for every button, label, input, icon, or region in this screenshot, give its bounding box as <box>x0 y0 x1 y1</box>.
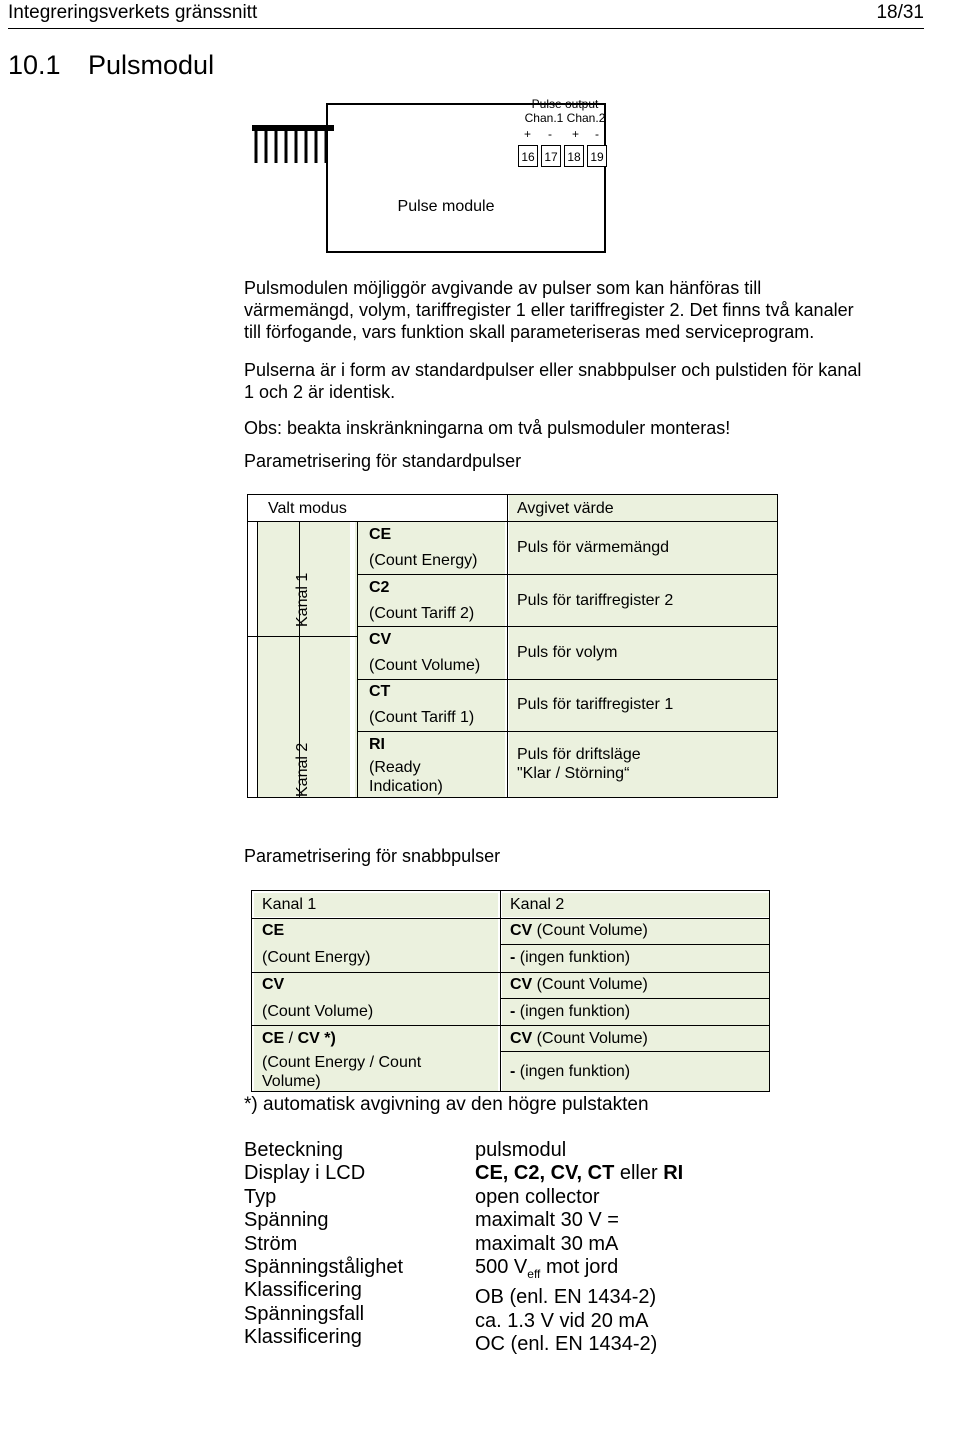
mode-desc: (Count Tariff 2) <box>369 605 475 622</box>
k1-desc: (Count Volume) <box>262 1003 374 1020</box>
terminal-16: 16 <box>518 145 538 167</box>
mode-desc: (Count Energy) <box>369 552 478 569</box>
mode-value: Puls för värmemängd <box>517 539 670 556</box>
mode-desc: (Ready <box>369 759 421 776</box>
polarity-plus-1: + <box>524 127 532 141</box>
section-heading <box>8 50 214 81</box>
mode-value: Puls för tariffregister 2 <box>517 592 674 609</box>
k2-value: - (ingen funktion) <box>510 1003 631 1020</box>
spec-label: Ström <box>244 1232 298 1255</box>
polarity-minus-2: - <box>595 127 599 141</box>
pulse-output-title: Pulse output <box>531 97 599 111</box>
spec-value: OC (enl. EN 1434-2) <box>475 1333 658 1356</box>
k2-value: - (ingen funktion) <box>510 949 631 966</box>
mode-desc: (Count Volume) <box>369 657 481 674</box>
spec-label: Spänning <box>244 1209 329 1232</box>
mode-code: CV <box>369 631 392 648</box>
spec-label: Typ <box>244 1185 277 1208</box>
para-line: 1 och 2 är identisk. <box>244 382 396 402</box>
chan1-label: Chan.1 <box>524 111 564 125</box>
spec-value: OB (enl. EN 1434-2) <box>475 1286 657 1309</box>
paragraph-intro <box>244 277 944 343</box>
section-title: Pulsmodul <box>88 50 215 80</box>
k2-value: CV (Count Volume) <box>510 1030 648 1047</box>
terminal-19: 19 <box>587 145 607 167</box>
spec-values <box>475 1139 925 1357</box>
standard-pulses-table <box>247 494 778 798</box>
k2-value: CV (Count Volume) <box>510 976 648 993</box>
k1-desc: (Count Energy) <box>262 949 371 966</box>
spec-label: Klassificering <box>244 1279 362 1302</box>
heading-standard-pulses: Parametrisering för standardpulser <box>244 451 522 471</box>
mode-value: Puls för volym <box>517 644 618 661</box>
spec-value: CE, C2, CV, CT eller RI <box>475 1162 684 1185</box>
para-line: till förfogande, vars funktion skall parameteriseras med serviceprogram. <box>244 322 815 342</box>
connector-pins-icon <box>248 123 338 167</box>
page-header <box>8 2 924 29</box>
para-line: Pulsmodulen möjliggör avgivande av pulser som kan hänföras till <box>244 278 762 298</box>
footnote: *) automatisk avgivning av den högre pulstakten <box>244 1094 649 1115</box>
pulse-output-label <box>520 97 610 125</box>
document-title: Integreringsverkets gränssnitt <box>8 2 258 23</box>
spec-value: pulsmodul <box>475 1139 567 1161</box>
spec-value: open collector <box>475 1185 600 1208</box>
heading-fast-pulses: Parametrisering för snabbpulser <box>244 846 501 866</box>
spec-label: Klassificering <box>244 1326 362 1349</box>
terminal-18: 18 <box>564 145 584 167</box>
polarity-minus-1: - <box>548 127 552 141</box>
spec-value: maximalt 30 mA <box>475 1232 619 1255</box>
kanal2-label: Kanal 2 <box>294 742 311 797</box>
pulse-module-box <box>326 103 606 253</box>
k2-value: CV (Count Volume) <box>510 922 648 939</box>
k1-code: CE / CV *) <box>262 1030 336 1047</box>
k2-value: - (ingen funktion) <box>510 1063 631 1080</box>
header-valt-modus: Valt modus <box>268 500 347 517</box>
header-avgivet-varde: Avgivet värde <box>517 500 614 517</box>
mode-code: CE <box>369 526 392 543</box>
kanal1-label: Kanal 1 <box>294 572 311 627</box>
paragraph-note: Obs: beakta inskränkningarna om två pulsmoduler monteras! <box>244 418 731 438</box>
mode-code: C2 <box>369 579 390 596</box>
k1-code: CE <box>262 922 285 939</box>
paragraph-pulses <box>244 359 944 403</box>
chan2-label: Chan.2 <box>566 111 606 125</box>
spec-label: Spänningstålighet <box>244 1256 404 1279</box>
mode-code: CT <box>369 683 391 700</box>
header-kanal1: Kanal 1 <box>262 896 317 913</box>
spec-label: Display i LCD <box>244 1162 366 1185</box>
polarity-plus-2: + <box>572 127 580 141</box>
mode-desc: (Count Tariff 1) <box>369 709 475 726</box>
k1-desc: Volume) <box>262 1073 321 1090</box>
spec-value: maximalt 30 V = <box>475 1209 619 1232</box>
k1-desc: (Count Energy / Count <box>262 1054 422 1071</box>
spec-value: ca. 1.3 V vid 20 mA <box>475 1309 649 1332</box>
mode-value: Puls för tariffregister 1 <box>517 696 674 713</box>
k1-code: CV <box>262 976 285 993</box>
section-number: 10.1 <box>8 50 61 80</box>
channel-labels <box>520 111 610 125</box>
para-line: värmemängd, volym, tariffregister 1 eller tariffregister 2. Det finns två kanaler <box>244 300 854 320</box>
mode-desc: Indication) <box>369 778 443 795</box>
terminal-17: 17 <box>541 145 561 167</box>
para-line: Pulserna är i form av standardpulser eller snabbpulser och pulstiden för kanal <box>244 360 862 380</box>
mode-code: RI <box>369 736 385 753</box>
mode-value: "Klar / Störning“ <box>517 765 630 782</box>
spec-label: Beteckning <box>244 1139 343 1161</box>
mode-value: Puls för driftsläge <box>517 746 641 763</box>
spec-value: 500 $V_{eff}$ mot jord <box>475 1256 619 1282</box>
header-kanal2: Kanal 2 <box>510 896 565 913</box>
fast-pulses-table <box>251 890 770 1092</box>
spec-label: Spänningsfall <box>244 1302 365 1325</box>
page-number: 18/31 <box>876 2 924 23</box>
spec-labels <box>244 1139 474 1350</box>
module-label: Pulse module <box>397 198 495 215</box>
